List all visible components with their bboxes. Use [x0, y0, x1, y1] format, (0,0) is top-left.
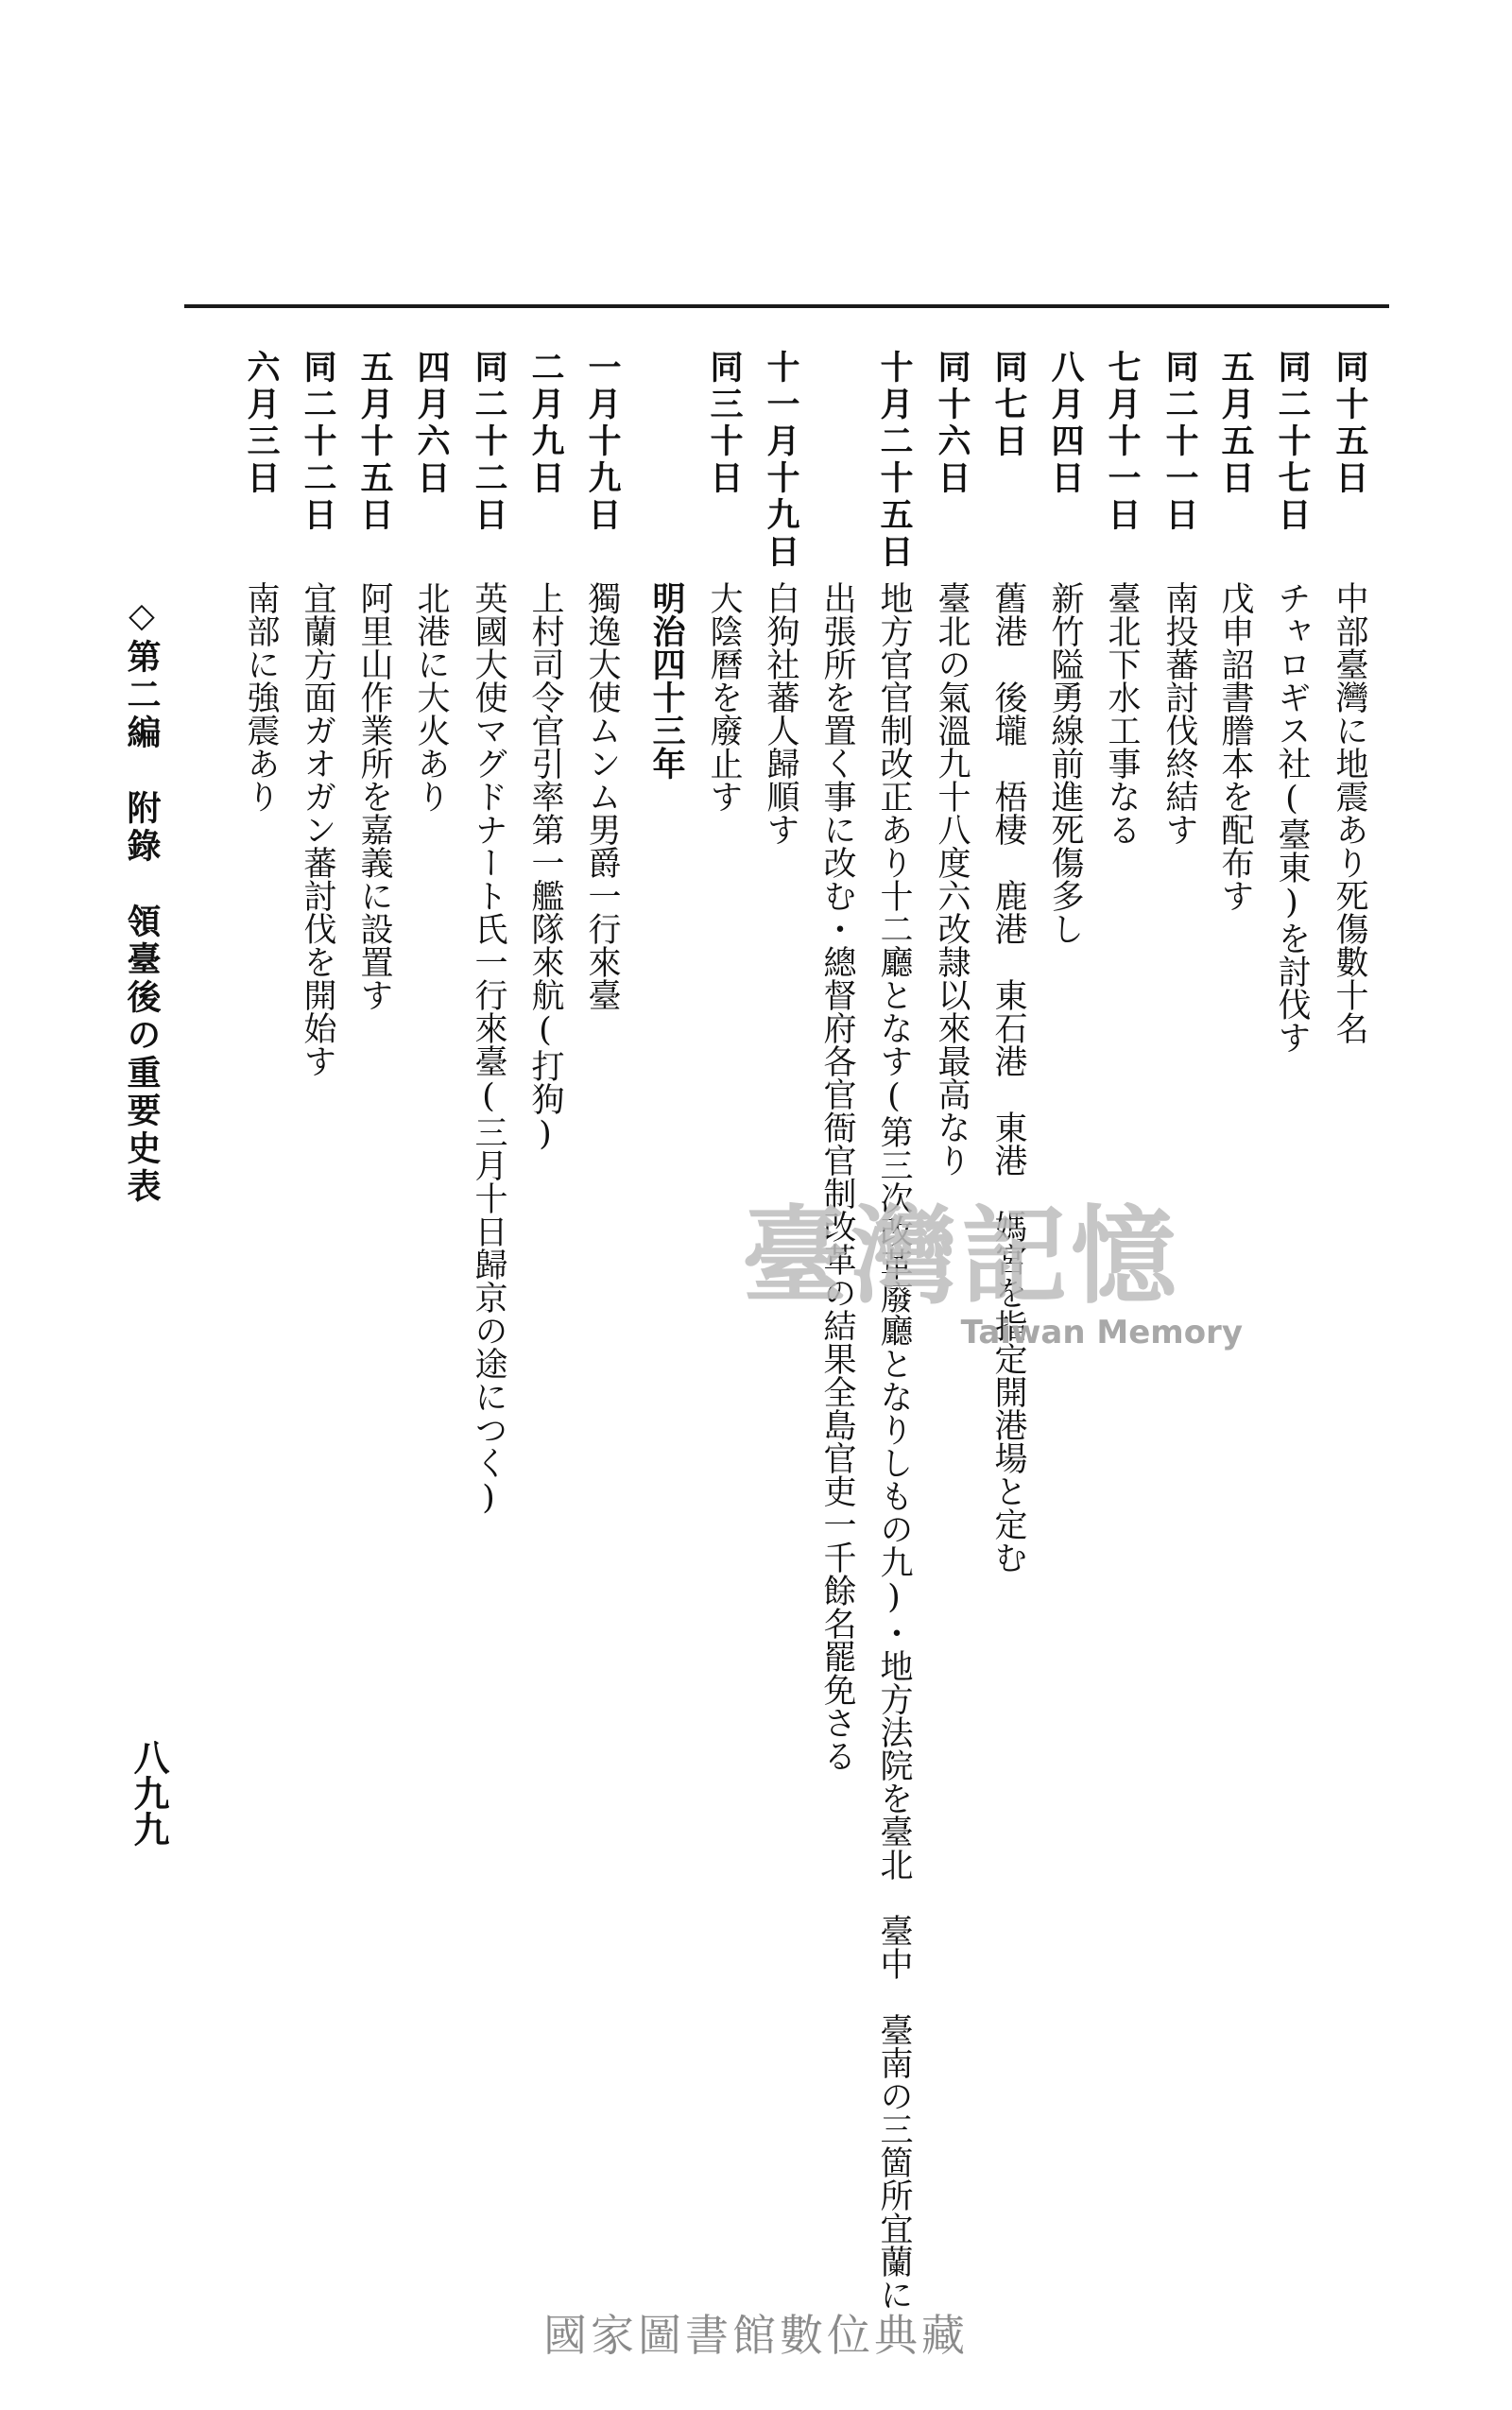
entry-date: 六月三日 — [242, 350, 281, 497]
watermark-chinese: 臺灣記憶 — [742, 1195, 1180, 1318]
entry-date: 同二十二日 — [470, 350, 508, 534]
entry-column — [242, 350, 280, 813]
entry-date: 十月二十五日 — [875, 350, 914, 571]
entry-column — [762, 350, 799, 846]
library-footer: 國家圖書館數位典藏 — [543, 2310, 969, 2361]
entry-date: 五月十五日 — [355, 350, 394, 534]
entry-column — [1273, 350, 1311, 1054]
entry-date: 十一月十九日 — [762, 350, 800, 571]
entry-text: 戊申詔書謄本を配布す — [1216, 581, 1254, 912]
entry-text: 白狗社蕃人歸順す — [762, 581, 799, 846]
entry-column — [526, 350, 564, 1153]
entry-date: 五月五日 — [1216, 350, 1255, 497]
entry-column — [1216, 350, 1254, 912]
entry-text: 臺北下水工事なる — [1103, 581, 1141, 846]
entry-column — [1331, 350, 1368, 1044]
watermark-english: Taiwan Memory — [960, 1314, 1243, 1351]
entry-column — [705, 350, 743, 813]
entry-text: 宜蘭方面ガオガン蕃討伐を開始す — [299, 581, 336, 1077]
entry-date: 八月四日 — [1046, 350, 1085, 497]
entry-date: 四月六日 — [412, 350, 451, 497]
entry-column — [470, 350, 507, 1517]
entry-text: 南部に強震あり — [242, 581, 280, 813]
entry-text: 中部臺灣に地震あり死傷數十名 — [1331, 581, 1368, 1044]
entry-text: 上村司令官引率第一艦隊來航(打狗) — [526, 581, 564, 1153]
top-rule — [184, 304, 1389, 308]
entry-date: 同十六日 — [933, 350, 971, 497]
entry-column — [989, 350, 1027, 1574]
era-text: 明治四十三年 — [647, 581, 686, 780]
entry-text: 南投蕃討伐終結す — [1160, 581, 1198, 846]
entry-text: 獨逸大使ムンム男爵一行來臺 — [583, 581, 621, 1011]
entry-text: 地方官官制改正あり十二廳となす(第三次改革廢廳となりしもの九)・地方法院を臺北 臺中 臺南の三箇所宜蘭に — [875, 581, 913, 2311]
entry-date: 二月九日 — [526, 350, 565, 497]
watermark-logo — [742, 1172, 1271, 1351]
entry-column — [355, 350, 393, 1011]
entry-column — [933, 350, 971, 1177]
entry-column — [1103, 350, 1141, 846]
entry-column — [412, 350, 450, 813]
entry-text: 英國大使マグドナート氏一行來臺(三月十日歸京の途につく) — [470, 581, 507, 1517]
entry-date: 同十五日 — [1331, 350, 1369, 497]
entry-text: 新竹隘勇線前進死傷多し — [1046, 581, 1084, 945]
entry-date: 同三十日 — [705, 350, 744, 497]
page-number: 八九九 — [128, 1739, 170, 1847]
entry-date: 七月十一日 — [1103, 350, 1142, 534]
entry-date: 同二十一日 — [1160, 350, 1199, 534]
era-heading — [647, 581, 685, 780]
entry-text: 大陰曆を廢止す — [705, 581, 743, 813]
entry-column — [299, 350, 336, 1077]
entry-text: チャロギス社(臺東)を討伐す — [1273, 581, 1311, 1054]
entry-date: 同二十二日 — [299, 350, 337, 534]
entry-text: 出張所を置く事に改む・總督府各官衙官制改革の結果全島官吏一千餘名罷免さる — [818, 581, 856, 1772]
entry-text: 阿里山作業所を嘉義に設置す — [355, 581, 393, 1011]
entry-column — [1046, 350, 1084, 945]
entry-text: 臺北の氣溫九十八度六改隷以來最高なり — [933, 581, 971, 1177]
entry-text: 舊港 後壠 梧棲 鹿港 東石港 東港 媽宮を指定開港場と定む — [989, 581, 1027, 1574]
entry-column — [583, 350, 621, 1011]
entry-date: 同七日 — [989, 350, 1028, 460]
entry-text: 北港に大火あり — [412, 581, 450, 813]
entry-date: 一月十九日 — [583, 350, 622, 534]
entry-column — [1160, 350, 1198, 846]
entry-date: 同二十七日 — [1273, 350, 1312, 534]
running-title: ◇第二編 附錄 領臺後の重要史表 — [122, 595, 162, 1206]
